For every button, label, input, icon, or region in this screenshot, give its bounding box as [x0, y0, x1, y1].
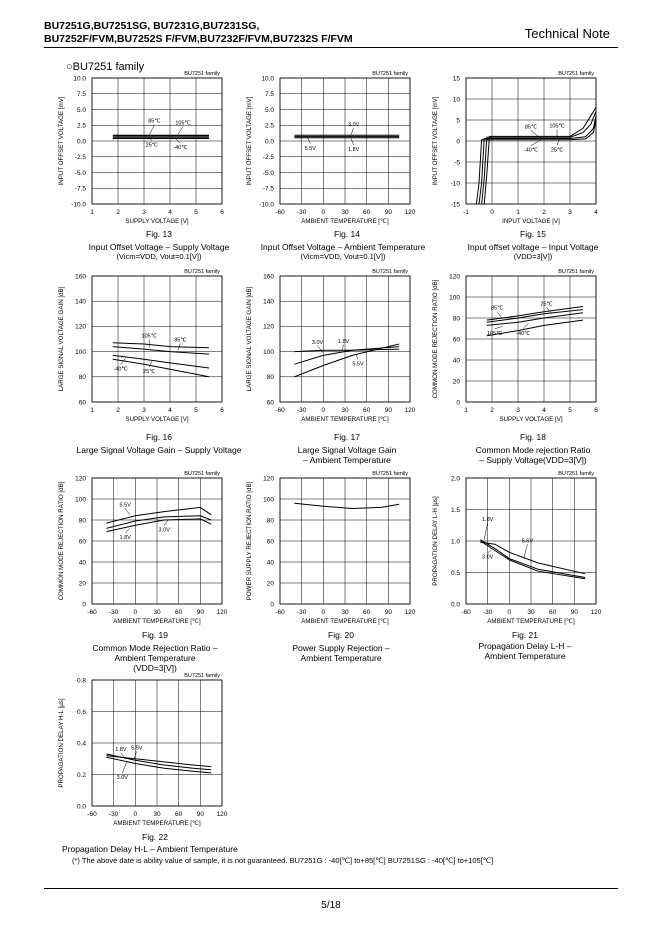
- fig16-xtick-label: 3: [142, 407, 146, 414]
- fig21-ytick-label: 0.5: [450, 569, 460, 577]
- fig17-ytick-label: 160: [263, 273, 274, 281]
- fig13-svg: [42, 70, 252, 235]
- fig14-xtick-label: 0: [321, 209, 326, 216]
- fig21-ytick-label: 2.0: [450, 475, 460, 483]
- fig22-xtick-label: -30: [108, 811, 119, 818]
- fig22-annotation: 1.8V: [115, 746, 127, 753]
- fig13-ytick-label: -2.5: [74, 154, 86, 162]
- fig15-label: Fig. 15: [520, 229, 546, 239]
- fig14-label: Fig. 14: [334, 229, 360, 239]
- fig15-caption-sub: (VDD=3[V]): [513, 252, 553, 261]
- chart-fig18: [416, 268, 626, 433]
- fig21-xaxis-label: AMBIENT TEMPERATURE [℃]: [487, 618, 575, 625]
- fig15-xtick-label: 1: [516, 209, 520, 216]
- fig21-annotation: 5.5V: [521, 538, 534, 545]
- chart-fig13: [42, 70, 252, 235]
- fig17-annotation-leader: [342, 345, 343, 351]
- fig21-ytick-label: 0.0: [450, 601, 460, 609]
- fig22-label: Fig. 22: [142, 832, 168, 842]
- footnote: (*) The above date is ability value of sample, it is not guaranteed. BU7251G : -40[℃] to+85[℃] BU7251SG : -40[℃] to+105[℃]: [72, 856, 494, 865]
- fig19-xtick-label: -30: [108, 609, 119, 616]
- fig18-caption: [428, 445, 638, 465]
- fig14-ytick-label: 5.0: [264, 106, 274, 114]
- fig15-ytick-label: 5: [456, 117, 460, 125]
- fig14-ytick-label: -10.0: [259, 201, 274, 209]
- fig14-caption-main: Input Offset Voltage – Ambient Temperature: [260, 242, 426, 252]
- fig20-caption-main: Power Supply Rejection –: [292, 643, 390, 653]
- chart-fig20: [230, 470, 440, 635]
- fig13-ytick-label: 5.0: [76, 106, 86, 114]
- fig13-xtick-label: 3: [142, 209, 146, 216]
- fig18-ytick-label: 0: [456, 399, 460, 407]
- fig18-caption-main: Common Mode rejection Ratio: [475, 445, 591, 455]
- fig16-caption: [54, 445, 264, 455]
- fig22-svg: [42, 672, 252, 837]
- fig22-xtick-label: 90: [196, 811, 204, 818]
- fig20-xtick-label: 90: [384, 609, 392, 616]
- fig20-yaxis-label: POWER SUPPLY REJECTION RATIO [dB]: [246, 481, 253, 601]
- fig13-xaxis-label: SUPPLY VOLTAGE [V]: [125, 218, 189, 225]
- fig18-ytick-label: 100: [449, 294, 460, 302]
- fig13-ytick-label: 0.0: [76, 138, 86, 146]
- fig17-xtick-label: 60: [363, 407, 371, 414]
- fig18-xtick-label: 2: [490, 407, 494, 414]
- fig21-caption-sub: Ambient Temperature: [484, 651, 566, 661]
- fig14-caption-sub: (Vicm=VDD, Vout=0.1[V]): [300, 252, 386, 261]
- fig19-ytick-label: 60: [78, 538, 86, 546]
- fig19-annotation-leader: [164, 520, 168, 526]
- fig22-family-tag: BU7251 family: [184, 673, 220, 679]
- fig21-svg: [416, 470, 626, 635]
- fig15-ytick-label: 10: [452, 96, 460, 104]
- fig19-caption-sub2: (VDD=3[V]): [133, 663, 177, 673]
- fig21-annotation-leader: [484, 523, 488, 540]
- fig18-ytick-label: 60: [452, 336, 460, 344]
- fig15-yaxis-label: INPUT OFFSET VOLTAGE [mV]: [432, 96, 439, 186]
- fig17-annotation: 5.5V: [352, 361, 364, 368]
- fig20-series-PSRR: [294, 503, 399, 508]
- fig19-ytick-label: 120: [75, 475, 86, 483]
- fig14-annotation-leader: [351, 128, 354, 135]
- fig15-annotation: 105℃: [549, 123, 565, 130]
- fig14-ytick-label: 7.5: [264, 91, 274, 99]
- fig18-xaxis-label: SUPPLY VOLTAGE [V]: [499, 416, 563, 423]
- fig13-yaxis-label: INPUT OFFSET VOLTAGE [mV]: [58, 96, 65, 186]
- fig13-family-tag: BU7251 family: [184, 71, 220, 77]
- fig16-svg: [42, 268, 252, 433]
- fig21-xtick-label: 120: [590, 609, 602, 616]
- fig16-ytick-label: 80: [78, 374, 86, 382]
- fig13-ytick-label: 10.0: [73, 75, 86, 83]
- fig13-annotation: 25℃: [145, 142, 158, 149]
- fig18-annotation-leader: [495, 326, 503, 328]
- fig20-ytick-label: 0: [270, 601, 274, 609]
- fig17-annotation-leader: [356, 354, 358, 359]
- fig13-xtick-label: 6: [220, 209, 224, 216]
- fig15-xtick-label: 4: [594, 209, 598, 216]
- fig18-annotation: -40℃: [516, 330, 531, 337]
- fig22-annotation-leader: [122, 762, 126, 773]
- fig13-xtick-label: 5: [194, 209, 198, 216]
- fig14-xtick-label: 90: [384, 209, 392, 216]
- fig16-ytick-label: 100: [75, 348, 86, 356]
- fig19-xtick-label: -60: [87, 609, 97, 616]
- header-line-2: BU7252F/FVM,BU7252S F/FVM,BU7232F/FVM,BU7232S F/FVM: [44, 33, 353, 45]
- fig19-xaxis-label: AMBIENT TEMPERATURE [℃]: [113, 618, 201, 625]
- fig18-annotation: 25℃: [540, 301, 553, 308]
- fig19-ytick-label: 80: [78, 517, 86, 525]
- fig18-ytick-label: 20: [452, 378, 460, 386]
- fig17-caption: [242, 445, 452, 465]
- fig20-xtick-label: 120: [404, 609, 416, 616]
- header-part-numbers: [44, 20, 353, 46]
- fig19-annotation-leader: [125, 508, 129, 514]
- fig19-svg: [42, 470, 252, 635]
- fig15-caption: [428, 242, 638, 262]
- fig14-ytick-label: 10.0: [261, 75, 274, 83]
- fig20-ytick-label: 20: [266, 580, 274, 588]
- fig13-annotation-leader: [178, 127, 183, 135]
- fig17-xtick-label: -30: [296, 407, 307, 414]
- fig18-ytick-label: 40: [452, 357, 460, 365]
- fig19-ytick-label: 0: [82, 601, 86, 609]
- header-doc-type: Technical Note: [524, 26, 610, 41]
- fig15-ytick-label: -10: [450, 180, 460, 188]
- fig21-caption-main: Propagation Delay L-H –: [478, 641, 572, 651]
- fig19-caption-sub: Ambient Temperature: [114, 653, 196, 663]
- fig19-yaxis-label: COMMON MODE REJECTION RATIO [dB]: [58, 481, 65, 601]
- fig15-annotation: -40℃: [523, 147, 539, 154]
- fig13-caption-sub: (Vicm=VDD, Vout=0.1[V]): [116, 252, 202, 261]
- chart-fig16: [42, 268, 252, 433]
- fig16-ytick-label: 120: [75, 323, 86, 331]
- fig17-caption-main: Large Signal Voltage Gain: [297, 445, 397, 455]
- fig15-ytick-label: 15: [452, 75, 460, 83]
- fig13-annotation: 85℃: [148, 118, 161, 125]
- fig21-label: Fig. 21: [512, 630, 538, 640]
- fig16-yaxis-label: LARGE SIGNAL VOLTAGE GAIN [dB]: [58, 286, 65, 392]
- fig15-xtick-label: 0: [490, 209, 494, 216]
- fig14-xtick-label: -60: [275, 209, 285, 216]
- fig20-xtick-label: 30: [341, 609, 349, 616]
- fig16-xtick-label: 1: [90, 407, 94, 414]
- chart-fig14: [230, 70, 440, 235]
- fig20-xtick-label: -60: [275, 609, 285, 616]
- fig17-annotation: 3.0V: [311, 340, 324, 347]
- fig18-series-85℃: [487, 313, 583, 326]
- fig17-xtick-label: 0: [321, 407, 326, 414]
- fig16-xtick-label: 4: [168, 407, 172, 414]
- fig13-ytick-label: -7.5: [74, 185, 86, 193]
- fig15-xaxis-label: INPUT VOLTAGE [V]: [502, 218, 560, 225]
- fig14-annotation: 1.8V: [348, 147, 360, 154]
- footer-divider: [44, 888, 618, 889]
- fig21-yaxis-label: PROPAGATION DELAY L-H [μs]: [432, 496, 439, 586]
- fig22-xtick-label: 60: [175, 811, 183, 818]
- fig20-family-tag: BU7251 family: [372, 471, 408, 477]
- header-line-1: BU7251G,BU7251SG, BU7231G,BU7231SG,: [44, 20, 260, 32]
- fig20-ytick-label: 40: [266, 559, 274, 567]
- fig19-label: Fig. 19: [142, 630, 168, 640]
- fig15-annotation-leader: [531, 140, 541, 146]
- fig20-xtick-label: 60: [363, 609, 371, 616]
- fig17-ytick-label: 60: [266, 399, 274, 407]
- fig15-family-tag: BU7251 family: [558, 71, 594, 77]
- fig16-plot-frame: [92, 276, 222, 402]
- page-number: 5/18: [321, 900, 341, 911]
- fig14-yaxis-label: INPUT OFFSET VOLTAGE [mV]: [246, 96, 253, 186]
- fig22-xtick-label: -60: [87, 811, 97, 818]
- fig14-ytick-label: -7.5: [262, 185, 274, 193]
- fig16-xaxis-label: SUPPLY VOLTAGE [V]: [125, 416, 189, 423]
- fig18-xtick-label: 5: [568, 407, 572, 414]
- fig19-caption-main: Common Mode Rejection Ratio –: [92, 643, 218, 653]
- fig19-ytick-label: 100: [75, 496, 86, 504]
- fig14-xtick-label: 60: [363, 209, 371, 216]
- fig20-caption-sub: Ambient Temperature: [300, 653, 382, 663]
- family-label: ○BU7251 family: [66, 61, 145, 73]
- fig17-annotation: 1.8V: [337, 338, 350, 345]
- fig20-caption: [236, 643, 446, 663]
- fig22-xtick-label: 0: [133, 811, 138, 818]
- fig18-caption-sub: – Supply Voltage(VDD=3[V]): [479, 455, 587, 465]
- fig18-yaxis-label: COMMON MODE REJECTION RATIO [dB]: [432, 279, 439, 399]
- fig21-xtick-label: 60: [549, 609, 557, 616]
- fig22-ytick-label: 0.2: [76, 771, 86, 779]
- fig20-svg: [230, 470, 440, 635]
- fig19-annotation: 5.5V: [119, 502, 131, 509]
- fig15-annotation: 25℃: [550, 147, 564, 154]
- fig15-series-25℃: [479, 116, 596, 204]
- fig14-annotation: 3.0V: [348, 121, 360, 128]
- fig13-ytick-label: 2.5: [76, 122, 86, 130]
- fig22-xtick-label: 120: [216, 811, 228, 818]
- chart-fig21: [416, 470, 626, 635]
- fig22-ytick-label: 0.0: [76, 803, 86, 811]
- fig17-xtick-label: -60: [275, 407, 285, 414]
- fig17-ytick-label: 80: [266, 374, 274, 382]
- fig13-label: Fig. 13: [146, 229, 172, 239]
- fig21-annotation-leader: [524, 544, 528, 558]
- fig19-xtick-label: 90: [196, 609, 204, 616]
- fig19-annotation: 1.8V: [119, 534, 131, 541]
- fig16-xtick-label: 6: [220, 407, 224, 414]
- chart-fig17: [230, 268, 440, 433]
- fig15-svg: [416, 70, 626, 235]
- fig16-ytick-label: 140: [75, 298, 86, 306]
- fig19-annotation-leader: [125, 528, 129, 533]
- fig20-xaxis-label: AMBIENT TEMPERATURE [℃]: [301, 618, 389, 625]
- fig18-family-tag: BU7251 family: [558, 269, 594, 275]
- fig20-label: Fig. 20: [328, 630, 354, 640]
- fig20-ytick-label: 80: [266, 517, 274, 525]
- fig19-xtick-label: 120: [216, 609, 228, 616]
- fig15-ytick-label: 0: [456, 138, 460, 146]
- fig21-caption: [420, 641, 630, 661]
- fig18-xtick-label: 6: [594, 407, 598, 414]
- fig13-ytick-label: -10.0: [71, 201, 86, 209]
- fig17-yaxis-label: LARGE SIGNAL VOLTAGE GAIN [dB]: [246, 286, 253, 392]
- fig21-xtick-label: 90: [570, 609, 578, 616]
- fig17-label: Fig. 17: [334, 432, 360, 442]
- fig19-ytick-label: 40: [78, 559, 86, 567]
- fig22-caption-main: Propagation Delay H-L – Ambient Temperature: [62, 844, 238, 854]
- fig17-svg: [230, 268, 440, 433]
- fig15-xtick-label: 2: [542, 209, 546, 216]
- fig22-annotation: 3.0V: [116, 775, 128, 782]
- fig14-xtick-label: -30: [296, 209, 307, 216]
- fig22-yaxis-label: PROPAGATION DELAY H-L [μs]: [58, 698, 65, 788]
- fig18-ytick-label: 120: [449, 273, 460, 281]
- fig14-annotation: 5.5V: [304, 145, 316, 152]
- fig14-caption: [238, 242, 448, 262]
- fig15-ytick-label: -15: [450, 201, 460, 209]
- fig16-annotation: 105℃: [141, 333, 157, 340]
- fig14-ytick-label: -5.0: [262, 169, 274, 177]
- fig21-annotation: 3.0V: [482, 554, 494, 561]
- fig21-ytick-label: 1.0: [450, 538, 460, 546]
- fig13-xtick-label: 4: [168, 209, 172, 216]
- fig19-family-tag: BU7251 family: [184, 471, 220, 477]
- fig22-ytick-label: 0.8: [76, 677, 86, 685]
- fig14-annotation-leader: [351, 138, 354, 145]
- fig14-svg: [230, 70, 440, 235]
- fig19-annotation: 3.0V: [158, 527, 170, 534]
- fig22-ytick-label: 0.4: [76, 740, 86, 748]
- fig19-xtick-label: 30: [153, 609, 161, 616]
- fig14-ytick-label: 0.0: [264, 138, 274, 146]
- fig14-ytick-label: -2.5: [262, 154, 274, 162]
- fig21-xtick-label: 30: [527, 609, 535, 616]
- fig15-xtick-label: 3: [568, 209, 572, 216]
- fig22-xtick-label: 30: [153, 811, 161, 818]
- fig17-ytick-label: 100: [263, 348, 274, 356]
- fig13-annotation-leader: [149, 125, 154, 136]
- fig19-series-3.0V: [106, 516, 211, 529]
- fig18-svg: [416, 268, 626, 433]
- fig15-series-85℃: [482, 112, 596, 204]
- fig20-ytick-label: 100: [263, 496, 274, 504]
- fig17-ytick-label: 120: [263, 323, 274, 331]
- fig13-caption-main: Input Offset Voltage – Supply Voltage: [88, 242, 230, 252]
- fig18-xtick-label: 1: [464, 407, 468, 414]
- fig22-annotation: 5.5V: [131, 745, 143, 752]
- fig16-xtick-label: 2: [116, 407, 120, 414]
- fig15-annotation-leader: [531, 130, 539, 136]
- fig16-annotation: -40℃: [113, 366, 128, 373]
- fig20-xtick-label: 0: [321, 609, 326, 616]
- fig18-annotation-leader: [523, 323, 528, 329]
- fig21-family-tag: BU7251 family: [558, 471, 594, 477]
- fig14-xtick-label: 30: [341, 209, 349, 216]
- fig16-ytick-label: 60: [78, 399, 86, 407]
- fig16-xtick-label: 5: [194, 407, 198, 414]
- fig19-xtick-label: 60: [175, 609, 183, 616]
- fig16-caption-main: Large Signal Voltage Gain – Supply Voltage: [76, 445, 242, 455]
- fig19-ytick-label: 20: [78, 580, 86, 588]
- fig14-family-tag: BU7251 family: [372, 71, 408, 77]
- fig16-ytick-label: 160: [75, 273, 86, 281]
- fig13-ytick-label: 7.5: [76, 91, 86, 99]
- fig22-xaxis-label: AMBIENT TEMPERATURE [℃]: [113, 820, 201, 827]
- header-divider: [44, 47, 618, 48]
- fig18-label: Fig. 18: [520, 432, 546, 442]
- fig16-series--40℃: [113, 343, 209, 348]
- fig13-caption: [54, 242, 264, 262]
- fig13-ytick-label: -5.0: [74, 169, 86, 177]
- fig21-series-3.0V: [480, 541, 585, 579]
- fig16-label: Fig. 16: [146, 432, 172, 442]
- fig18-annotation: 105℃: [486, 330, 503, 337]
- fig15-annotation: 85℃: [524, 124, 538, 131]
- fig20-ytick-label: 60: [266, 538, 274, 546]
- fig15-ytick-label: -5: [454, 159, 460, 167]
- fig18-xtick-label: 3: [516, 407, 520, 414]
- chart-fig19: [42, 470, 252, 635]
- fig21-annotation-leader: [488, 550, 492, 552]
- fig16-annotation-leader: [149, 362, 152, 367]
- fig14-ytick-label: 2.5: [264, 122, 274, 130]
- fig21-xtick-label: 0: [507, 609, 512, 616]
- fig13-annotation: 105℃: [175, 120, 191, 127]
- fig17-family-tag: BU7251 family: [372, 269, 408, 275]
- fig18-xtick-label: 4: [542, 407, 546, 414]
- fig22-caption: [62, 844, 322, 854]
- fig16-family-tag: BU7251 family: [184, 269, 220, 275]
- fig15-xtick-label: -1: [463, 209, 469, 216]
- fig17-xtick-label: 90: [384, 407, 392, 414]
- chart-fig22: [42, 672, 252, 837]
- fig21-xtick-label: -30: [482, 609, 493, 616]
- fig17-caption-sub: – Ambient Temperature: [303, 455, 391, 465]
- fig17-ytick-label: 140: [263, 298, 274, 306]
- fig17-xtick-label: 120: [404, 407, 416, 414]
- fig21-xtick-label: -60: [461, 609, 471, 616]
- fig14-xaxis-label: AMBIENT TEMPERATURE [℃]: [301, 218, 389, 225]
- fig18-ytick-label: 80: [452, 315, 460, 323]
- fig15-series-105℃: [484, 107, 596, 204]
- fig16-annotation: 25℃: [143, 369, 156, 376]
- fig18-annotation: 85℃: [491, 305, 504, 312]
- fig14-xtick-label: 120: [404, 209, 416, 216]
- fig17-xtick-label: 30: [341, 407, 349, 414]
- fig20-xtick-label: -30: [296, 609, 307, 616]
- fig20-ytick-label: 120: [263, 475, 274, 483]
- fig15-caption-main: Input offset voltage – Input Voltage: [467, 242, 599, 252]
- fig22-ytick-label: 0.6: [76, 708, 86, 716]
- fig13-xtick-label: 1: [90, 209, 94, 216]
- fig16-annotation: 85℃: [174, 337, 187, 344]
- fig13-xtick-label: 2: [116, 209, 120, 216]
- fig21-ytick-label: 1.5: [450, 506, 460, 514]
- fig19-caption: [50, 643, 260, 673]
- fig19-xtick-label: 0: [133, 609, 138, 616]
- fig21-annotation: 1.8V: [482, 516, 494, 523]
- fig17-series-1.8V: [294, 344, 399, 377]
- fig17-xaxis-label: AMBIENT TEMPERATURE [℃]: [301, 416, 389, 423]
- fig13-annotation: -40℃: [173, 145, 188, 152]
- chart-fig15: [416, 70, 626, 235]
